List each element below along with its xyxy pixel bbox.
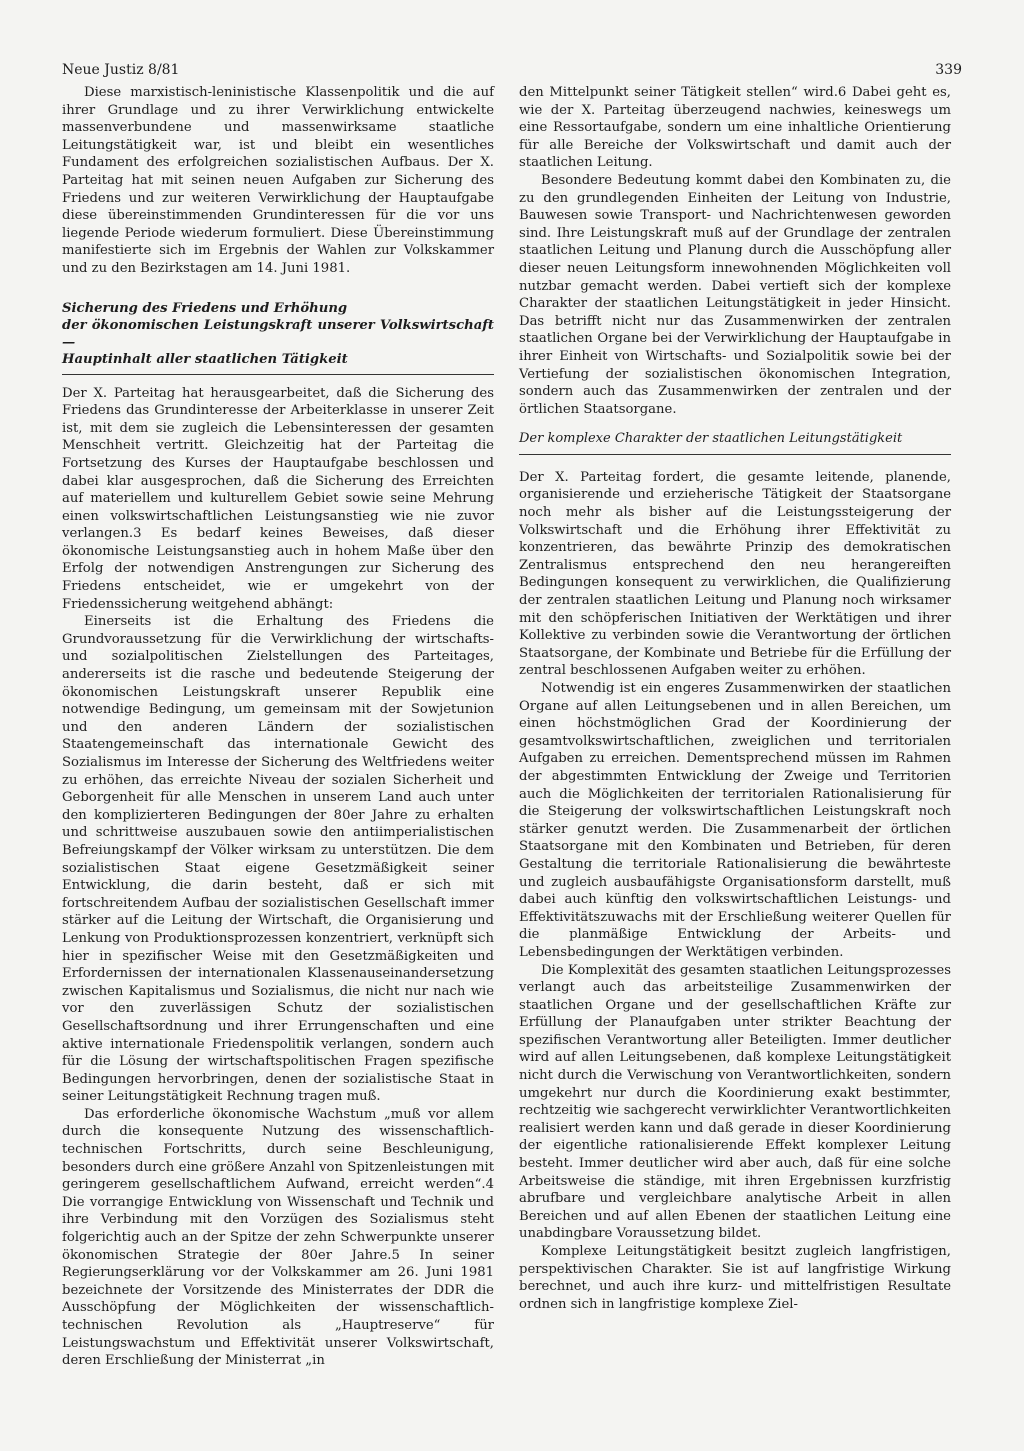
paragraph: Die Komplexität des gesamten staatlichen Leitungsprozesses verlangt auch das arbeitsteilige Zusammenwirken der staatlichen Organe und der gesellschaftlichen Kräfte zur Erfüllung der Planaufgaben unter strikter Beachtung der spezifischen Verantwortung aller Beteiligten. Immer deutlicher wird auf allen Leitungsebenen, daß komplexe Leitungstätigkeit nicht durch die Verwischung von Verantwortlichkeiten, sondern umgekehrt nur durch die Koordinierung exakt bestimmter, rechtzeitig wie sachgerecht verwirklichter Verantwortlichkeiten realisiert werden kann und daß gerade in dieser Koordinierung der eigentliche rationalisierende Effekt komplexer Leitung besteht. Immer deutlicher wird aber auch, daß für eine solche Arbeitsweise die ständige, mit ihren Ergebnissen kurzfristig abrufbare und vergleichbare analytische Arbeit in allen Bereichen und auf allen Ebenen der staatlichen Leitung eine unabdingbare Voraussetzung bildet. bbox=[519, 962, 951, 1242]
left-column bbox=[62, 84, 494, 1370]
right-column bbox=[519, 84, 951, 1313]
journal-title: Neue Justiz 8/81 bbox=[62, 62, 180, 78]
paragraph: den Mittelpunkt seiner Tätigkeit stellen“ wird.6 Dabei geht es, wie der X. Parteitag überzeugend nachwies, keineswegs um eine Ressortaufgabe, sondern um eine inhaltliche Orientierung für alle Bereiche der Volkswirtschaft und damit auch der staatlichen Leitung. bbox=[519, 85, 951, 171]
paragraph: Diese marxistisch-leninistische Klassenpolitik und die auf ihrer Grundlage und zu ihrer Verwirklichung entwickelte massenverbundene und massenwirksame staatliche Leitungstätigkeit war, ist und bleibt ein wesentliches Fundament des erfolgreichen sozialistischen Aufbaus. Der X. Parteitag hat mit seinen neuen Aufgaben zur Sicherung des Friedens und zur weiteren Verwirklichung der Hauptaufgabe diese übereinstimmenden Grundinteressen für die vor uns liegende Periode wiederum formuliert. Diese Übereinstimmung manifestierte sich im Ergebnis der Wahlen zur Volkskammer und zu den Bezirkstagen am 14. Juni 1981. bbox=[62, 85, 494, 276]
section-heading-line: Hauptinhalt aller staatlichen Tätigkeit bbox=[62, 351, 348, 367]
paragraph: Einerseits ist die Erhaltung des Friedens die Grundvoraussetzung für die Verwirklichung der wirtschafts- und sozialpolitischen Zielstellungen des Parteitages, andererseits ist die rasche und bedeutende Steigerung der ökonomischen Leistungskraft unserer Republik eine notwendige Bedingung, um gemeinsam mit der Sowjetunion und den anderen Ländern der sozialistischen Staatengemeinschaft das internationale Gewicht des Sozialismus im Interesse der Sicherung des Weltfriedens weiter zu erhöhen, das erreichte Niveau der sozialen Sicherheit und Geborgenheit für alle Menschen in unserem Land auch unter den komplizierteren Bedingungen der 80er Jahre zu erhalten und schrittweise auszubauen sowie den antiimperialistischen Befreiungskampf der Völker wirksam zu unterstützen. Die dem sozialistischen Staat eigene Gesetzmäßigkeit seiner Entwicklung, die darin besteht, daß er sich mit fortschreitendem Aufbau der sozialistischen Gesellschaft immer stärker auf die Leitung der Wirtschaft, die Organisierung und Lenkung von Produktionsprozessen konzentriert, verknüpft sich hier in spezifischer Weise mit den Gesetzmäßigkeiten und Erfordernissen der internationalen Klassenauseinandersetzung zwischen Kapitalismus und Sozialismus, die nicht nur nach wie vor den zuverlässigen Schutz der sozialistischen Gesellschaftsordnung und ihrer Errungenschaften und eine aktive internationale Friedenspolitik verlangen, sondern auch für die Lösung der wirtschaftspolitischen Fragen spezifische Bedingungen hervorbringen, denen der sozialistische Staat in seiner Leitungstätigkeit Rechnung tragen muß. bbox=[62, 614, 494, 1105]
page-number: 339 bbox=[935, 62, 962, 78]
section-heading bbox=[62, 300, 494, 375]
paragraph: Besondere Bedeutung kommt dabei den Kombinaten zu, die zu den grundlegenden Einheiten der Leitung von Industrie, Bauwesen sowie Transport- und Nachrichtenwesen geworden sind. Ihre Leistungskraft muß auf der Grundlage der zentralen staatlichen Leitung und Planung durch die Ausschöpfung aller dieser neuen Leitungsform innewohnenden Möglichkeiten voll nutzbar gemacht werden. Dabei vertieft sich der komplexe Charakter der staatlichen Leitungstätigkeit in jeder Hinsicht. Das betrifft nicht nur das Zusammenwirken der zentralen staatlichen Organe bei der Verwirklichung der Hauptaufgabe in ihrer Einheit von Wirtschafts- und Sozialpolitik sowie bei der Vertiefung der sozialistischen ökonomischen Integration, sondern auch das Zusammenwirken der zentralen und der örtlichen Staatsorgane. bbox=[519, 172, 951, 417]
paragraph: Das erforderliche ökonomische Wachstum „muß vor allem durch die konsequente Nutzung des wissenschaftlich-technischen Fortschritts, durch seine Beschleunigung, besonders durch eine größere Anzahl von Spitzenleistungen mit geringerem gesellschaftlichem Aufwand, erreicht werden“.4 Die vorrangige Entwicklung von Wissenschaft und Technik und ihre Verbindung mit den Vorzügen des Sozialismus steht folgerichtig auch an der Spitze der zehn Schwerpunkte unserer ökonomischen Strategie der 80er Jahre.5 In seiner Regierungserklärung vor der Volkskammer am 26. Juni 1981 bezeichnete der Vorsitzende des Ministerrates der DDR die Ausschöpfung der Möglichkeiten der wissenschaftlich-technischen Revolution als „Hauptreserve“ für Leistungswachstum und Effektivität unserer Volkswirtschaft, deren Erschließung der Ministerrat „in bbox=[62, 1106, 494, 1369]
paragraph: Der X. Parteitag hat herausgearbeitet, daß die Sicherung des Friedens das Grundinteresse der Arbeiterklasse in unserer Zeit ist, mit dem sie zugleich die Lebensinteressen der gesamten Menschheit vertritt. Gleichzeitig hat der Parteitag die Fortsetzung des Kurses der Hauptaufgabe beschlossen und dabei klar ausgesprochen, daß die Sicherung des Erreichten auf materiellem und kulturellem Gebiet sowie seine Mehrung einen volkswirtschaftlichen Leistungsanstieg wie nie zuvor verlangen.3 Es bedarf keines Beweises, daß dieser ökonomische Leistungsanstieg auch in hohem Maße über den Erfolg der notwendigen Anstrengungen zur Sicherung des Friedens entscheidet, wie er umgekehrt von der Friedenssicherung weitgehend abhängt: bbox=[62, 385, 494, 612]
paragraph: Der X. Parteitag fordert, die gesamte leitende, planende, organisierende und erzieherische Tätigkeit der Staatsorgane noch mehr als bisher auf die Leistungssteigerung der Volkswirtschaft und die Erhöhung ihrer Effektivität zu konzentrieren, das bewährte Prinzip des demokratischen Zentralismus entsprechend den neu herangereiften Bedingungen konsequent zu verwirklichen, die Qualifizierung der zentralen staatlichen Leitung und Planung noch wirksamer mit den schöpferischen Initiativen der Werktätigen und ihrer Kollektive zu verbinden sowie die Verantwortung der örtlichen Staatsorgane, der Kombinate und Betriebe für die Erfüllung der zentral beschlossenen Aufgaben weiter zu erhöhen. bbox=[519, 469, 951, 679]
section-heading-line: der ökonomischen Leistungskraft unserer Volkswirtschaft — bbox=[62, 317, 494, 350]
section-heading-line: Sicherung des Friedens und Erhöhung bbox=[62, 300, 348, 316]
page-header bbox=[62, 62, 962, 84]
paragraph: Komplexe Leitungstätigkeit besitzt zugleich langfristigen, perspektivischen Charakter. Sie ist auf langfristige Wirkung berechnet, und auch ihre kurz- und mittelfristigen Resultate ordnen sich in langfristige komplexe Ziel- bbox=[519, 1244, 951, 1312]
paragraph: Notwendig ist ein engeres Zusammenwirken der staatlichen Organe auf allen Leitungsebenen und in allen Bereichen, um einen höchstmöglichen Grad der Koordinierung der gesamtvolkswirtschaftlichen, zweiglichen und territorialen Aufgaben zu erreichen. Dementsprechend müssen im Rahmen der abgestimmten Entwicklung der Zweige und Territorien auch die Möglichkeiten der territorialen Rationalisierung für die Steigerung der volkswirtschaftlichen Leistungskraft noch stärker genutzt werden. Die Zusammenarbeit der örtlichen Staatsorgane mit den Kombinaten und Betrieben, für deren Gestaltung die territoriale Rationalisierung die bewährteste und zugleich ausbaufähigste Organisationsform darstellt, muß dabei auch künftig den volkswirtschaftlichen Leistungs- und Effektivitätszuwachs mit der Erschließung weiterer Quellen für die planmäßige Entwicklung der Arbeits- und Lebensbedingungen der Werktätigen verbinden. bbox=[519, 681, 951, 960]
section-heading: Der komplexe Charakter der staatlichen Leitungstätigkeit bbox=[519, 430, 951, 455]
